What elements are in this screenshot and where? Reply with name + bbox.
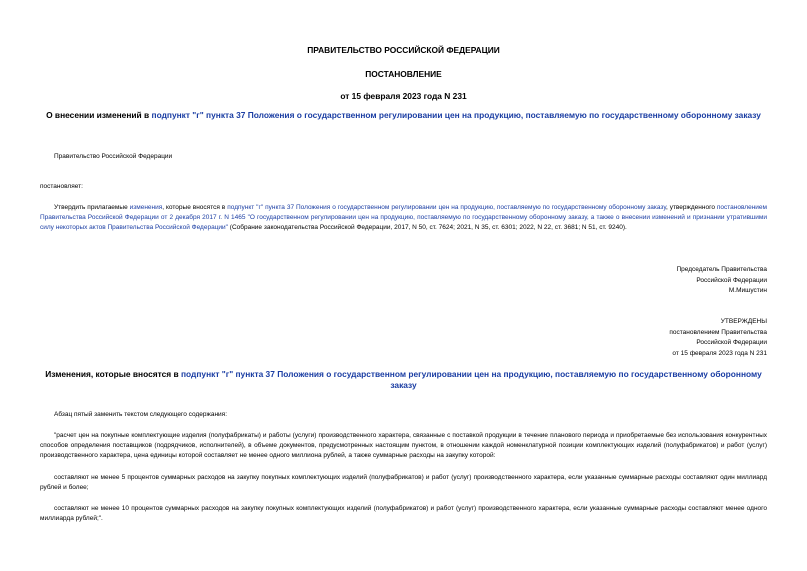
annex-title-prefix: Изменения, которые вносятся в xyxy=(45,369,181,379)
main-paragraph xyxy=(40,203,767,233)
approved-block xyxy=(669,317,767,359)
document-title xyxy=(40,110,767,121)
approved-line-4: от 15 февраля 2023 года N 231 xyxy=(672,349,767,357)
approved-line-2: постановлением Правительства xyxy=(669,328,767,336)
title-link[interactable]: подпункт "г" пункта 37 Положения о государственном регулировании цен на продукцию, поставляемую по государственному оборонному заказу xyxy=(151,110,761,120)
signature-line-2: Российской Федерации xyxy=(696,276,767,284)
decides-line: постановляет: xyxy=(40,183,83,190)
gov-line: Правительство Российской Федерации xyxy=(54,153,173,160)
body-paragraph-2: "расчет цен на покупные комплектующие изделия (полуфабрикаты) и работы (услуги) производственного характера, связанные с поставкой продукции в течение планового периода и приобретаемые без использования конкурентных способов определения поставщиков (подрядчиков, исполнителей), в объеме документов, предусмотренных настоящим пунктом, в отношении каждой номенклатурной позиции комплектующих изделий (полуфабрикатов) и работ (услуг) производственного характера, цена единицы которой составляет не менее одного миллиона рублей, а также суммарные расходы на закупку которой: xyxy=(40,432,767,459)
body-paragraph-3: составляют не менее 5 процентов суммарных расходов на закупку покупных комплектующих изделий (полуфабрикатов) и работ (услуг) производственного характера, если указанные суммарные расходы составляют один миллиард рублей и более; xyxy=(40,474,767,491)
decree-link[interactable]: постановлением Правительства Российской Федерации от 2 декабря 2017 г. N 1465 "О государственном регулировании цен на продукцию, поставляемую по государственному оборонному заказу, а также о внесении изменений и признании утратившими силу некоторых актов Правительства Российской Федерации" xyxy=(40,204,767,231)
approved-line-1: УТВЕРЖДЕНЫ xyxy=(720,318,767,325)
signature-block xyxy=(676,265,767,297)
para1-text-4: (Собрание законодательства Российской Федерации, 2017, N 50, ст. 7624; 2021, N 35, ст. 6301; 2022, N 22, ст. 3681; N 51, ст. 9240). xyxy=(227,224,627,231)
para1-text-3: , утвержденного xyxy=(665,204,717,211)
annex-title-link[interactable]: подпункт "г" пункта 37 Положения о государственном регулировании цен на продукцию, поставляемую по государственному оборонному заказу xyxy=(180,369,762,390)
gov-heading: ПРАВИТЕЛЬСТВО РОССИЙСКОЙ ФЕДЕРАЦИИ xyxy=(307,45,500,55)
para1-text-2: , которые вносятся в xyxy=(162,204,228,211)
subparagraph-link[interactable]: подпункт "г" пункта 37 Положения о государственном регулировании цен на продукцию, поставляемую по государственному оборонному заказу xyxy=(227,204,666,211)
signature-line-3: М.Мишустин xyxy=(728,287,767,294)
body-paragraph-4: составляют не менее 10 процентов суммарных расходов на закупку покупных комплектующих изделий (полуфабрикатов) и работ (услуг) производственного характера, если указанные суммарные расходы составляют менее одного миллиарда рублей;". xyxy=(40,505,767,522)
changes-link[interactable]: изменения xyxy=(129,204,163,211)
approved-line-3: Российской Федерации xyxy=(696,339,767,346)
doctype-heading: ПОСТАНОВЛЕНИЕ xyxy=(365,69,442,79)
body-paragraph-1: Абзац пятый заменить текстом следующего содержания: xyxy=(54,411,228,418)
signature-line-1: Председатель Правительства xyxy=(676,266,767,273)
date-heading: от 15 февраля 2023 года N 231 xyxy=(340,91,467,101)
para1-text-1: Утвердить прилагаемые xyxy=(54,204,130,211)
annex-title xyxy=(40,369,767,391)
title-prefix: О внесении изменений в xyxy=(46,110,152,120)
